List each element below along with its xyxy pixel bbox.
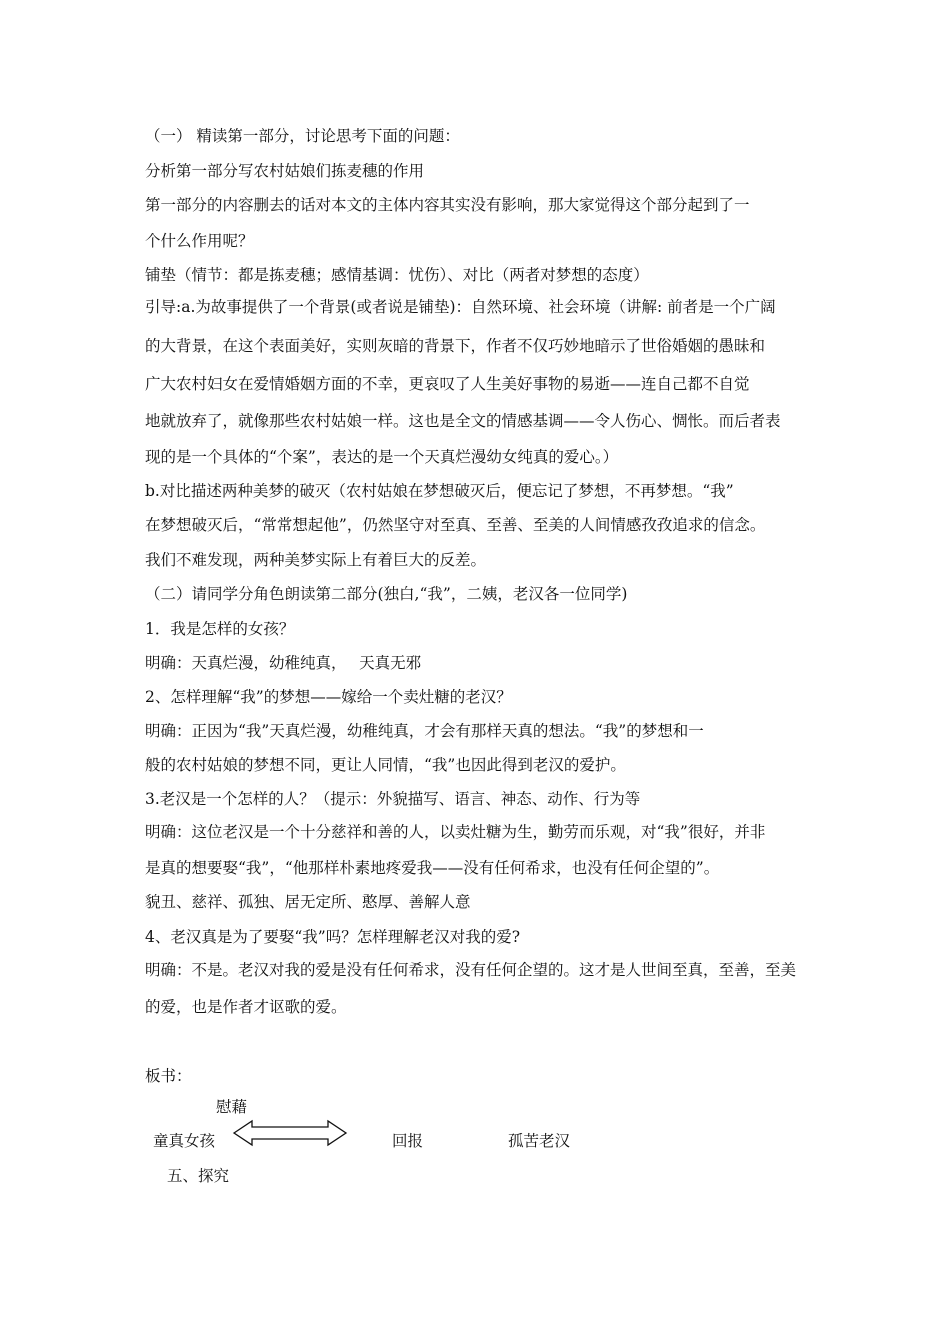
text-line: 2、怎样理解“我”的梦想——嫁给一个卖灶糖的老汉？ xyxy=(145,688,512,706)
text-line: （一） 精读第一部分，讨论思考下面的问题： xyxy=(145,127,460,145)
board-top-word: 慰藉 xyxy=(216,1098,248,1116)
text-line: 3.老汉是一个怎样的人？（提示：外貌描写、语言、神态、动作、行为等 xyxy=(145,790,641,808)
text-line: 明确：天真烂漫，幼稚纯真， 天真无邪 xyxy=(145,654,422,672)
text-line: 地就放弃了，就像那些农村姑娘一样。这也是全文的情感基调——令人伤心、惆怅。而后者表 xyxy=(145,412,781,430)
text-line: 引导:a.为故事提供了一个背景(或者说是铺垫)：自然环境、社会环境（讲解: 前者是一个广阔 xyxy=(145,298,776,316)
text-line: 我们不难发现，两种美梦实际上有着巨大的反差。 xyxy=(145,551,487,569)
text-line: 4、老汉真是为了要娶“我”吗？怎样理解老汉对我的爱? xyxy=(145,928,521,946)
double-arrow-icon xyxy=(232,1118,348,1148)
text-line: 的爱，也是作者才讴歌的爱。 xyxy=(145,998,347,1016)
text-line: b.对比描述两种美梦的破灭（农村姑娘在梦想破灭后，便忘记了梦想，不再梦想。“我” xyxy=(145,482,734,500)
text-line: 广大农村妇女在爱情婚姻方面的不幸，更哀叹了人生美好事物的易逝——连自己都不自觉 xyxy=(145,375,750,393)
board-right-term: 孤苦老汉 xyxy=(508,1132,571,1150)
text-line: 个什么作用呢？ xyxy=(145,232,254,250)
text-line: 般的农村姑娘的梦想不同，更让人同情，“我”也因此得到老汉的爱护。 xyxy=(145,756,626,774)
text-line: 是真的想要娶“我”，“他那样朴素地疼爱我——没有任何希求，也没有任何企望的”。 xyxy=(145,859,720,877)
text-line: 现的是一个具体的“个案”，表达的是一个天真烂漫幼女纯真的爱心。） xyxy=(145,448,619,466)
board-label: 板书： xyxy=(145,1067,192,1085)
text-line: 1．我是怎样的女孩？ xyxy=(145,620,295,638)
text-line: 第一部分的内容删去的话对本文的主体内容其实没有影响，那大家觉得这个部分起到了一 xyxy=(145,196,750,214)
text-line: 明确：不是。老汉对我的爱是没有任何希求，没有任何企望的。这才是人世间至真，至善，至美 xyxy=(145,961,797,979)
section-heading: 五、探究 xyxy=(167,1167,230,1185)
text-line: 在梦想破灭后，“常常想起他”，仍然坚守对至真、至善、至美的人间情感孜孜追求的信念。 xyxy=(145,516,766,534)
text-line: 明确：正因为“我”天真烂漫，幼稚纯真，才会有那样天真的想法。“我”的梦想和一 xyxy=(145,722,704,740)
board-middle-term: 回报 xyxy=(392,1132,424,1150)
text-line: 的大背景，在这个表面美好，实则灰暗的背景下，作者不仅巧妙地暗示了世俗婚姻的愚昧和 xyxy=(145,337,766,355)
text-line: （二）请同学分角色朗读第二部分(独白,“我”，二姨，老汉各一位同学) xyxy=(145,585,628,603)
text-line: 貌丑、慈祥、孤独、居无定所、憨厚、善解人意 xyxy=(145,893,471,911)
text-line: 明确：这位老汉是一个十分慈祥和善的人，以卖灶糖为生，勤劳而乐观，对“我”很好，并非 xyxy=(145,823,766,841)
text-line: 分析第一部分写农村姑娘们拣麦穗的作用 xyxy=(145,162,425,180)
text-line: 铺垫（情节：都是拣麦穗；感情基调：忧伤）、对比（两者对梦想的态度） xyxy=(145,266,649,284)
board-left-term: 童真女孩 xyxy=(153,1132,216,1150)
